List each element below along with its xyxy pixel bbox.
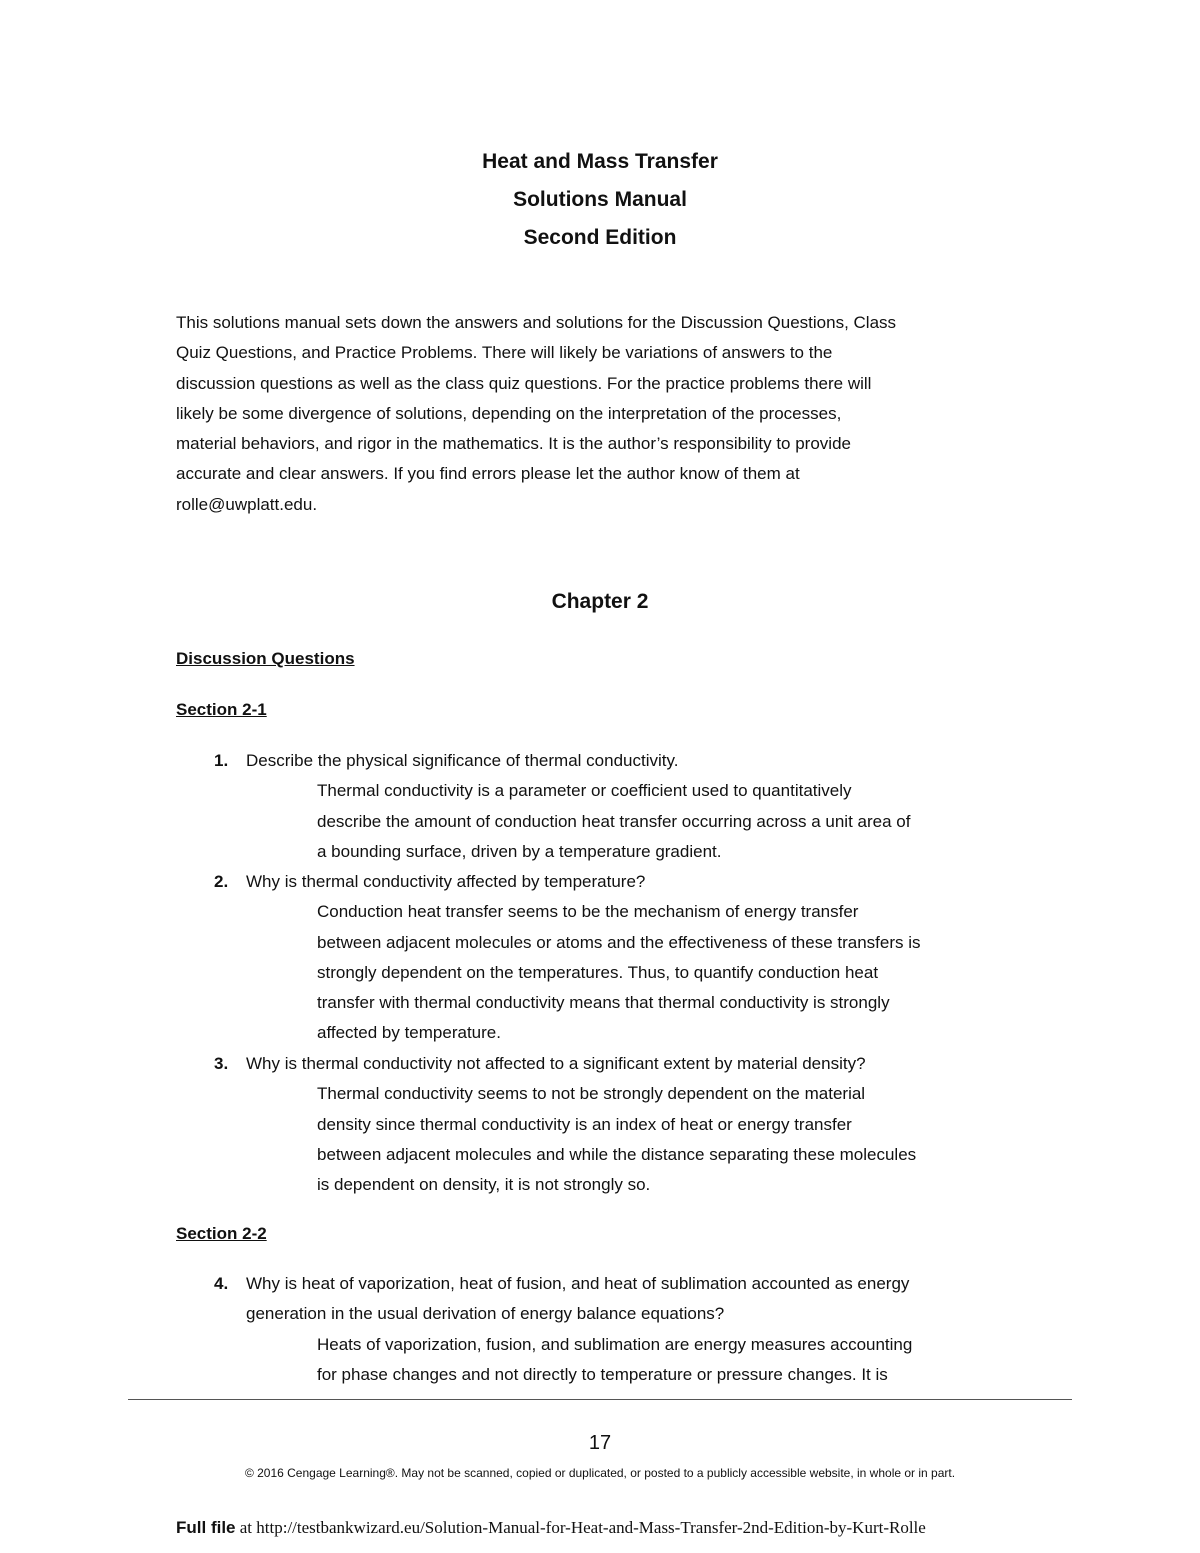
question-item [176,1049,1056,1200]
full-file-label: Full file [176,1518,236,1537]
question-item [176,1269,1056,1390]
section-heading-2-1: Section 2-1 [176,700,267,719]
question-text: Why is heat of vaporization, heat of fusion, and heat of sublimation accounted as energy [246,1274,910,1293]
chapter-title: Chapter 2 [551,590,649,613]
intro-line: discussion questions as well as the class quiz questions. For the practice problems there will [176,373,872,393]
answer-line: a bounding surface, driven by a temperature gradient. [317,841,722,861]
full-file-url: at http://testbankwizard.eu/Solution-Manual-for-Heat-and-Mass-Transfer-2nd-Edition-by-Kurt-Rolle [235,1518,926,1537]
question-text: generation in the usual derivation of energy balance equations? [246,1304,725,1324]
question-item [176,867,1056,1049]
intro-paragraph [176,308,1036,520]
section-heading-2-2: Section 2-2 [176,1224,267,1243]
intro-line: This solutions manual sets down the answers and solutions for the Discussion Questions, Class [176,313,897,332]
book-subtitle: Solutions Manual [513,188,687,211]
intro-line: material behaviors, and rigor in the mathematics. It is the author’s responsibility to provide [176,434,851,454]
question-text: Describe the physical significance of thermal conductivity. [246,751,679,770]
full-file-link[interactable] [176,1518,926,1538]
answer-line: Thermal conductivity is a parameter or coefficient used to quantitatively [317,781,852,801]
answer-line: strongly dependent on the temperatures. Thus, to quantify conduction heat [317,962,879,982]
intro-line: likely be some divergence of solutions, depending on the interpretation of the processes, [176,403,842,423]
answer-line: Heats of vaporization, fusion, and sublimation are energy measures accounting [317,1334,913,1354]
question-number: 3. [214,1054,229,1073]
intro-line: Quiz Questions, and Practice Problems. There will likely be variations of answers to the [176,343,833,363]
question-text: Why is thermal conductivity affected by temperature? [246,872,646,891]
answer-line: between adjacent molecules and while the distance separating these molecules [317,1144,917,1164]
page-number: 17 [588,1432,612,1454]
footer-divider [128,1399,1072,1400]
answer-line: affected by temperature. [317,1023,501,1043]
question-item [176,746,1056,867]
answer-line: Thermal conductivity seems to not be strongly dependent on the material [317,1084,866,1104]
question-number: 1. [214,751,229,770]
title-block [0,143,1200,257]
answer-line: for phase changes and not directly to temperature or pressure changes. It is [317,1364,888,1384]
intro-line: rolle@uwplatt.edu. [176,494,318,514]
book-title: Heat and Mass Transfer [482,150,718,173]
answer-line: transfer with thermal conductivity means that thermal conductivity is strongly [317,993,890,1013]
answer-line: density since thermal conductivity is an index of heat or energy transfer [317,1114,852,1134]
discussion-questions-heading: Discussion Questions [176,649,355,668]
answer-line: describe the amount of conduction heat transfer occurring across a unit area of [317,811,911,831]
answer-line: is dependent on density, it is not strongly so. [317,1175,651,1195]
question-number: 2. [214,872,229,891]
question-text: Why is thermal conductivity not affected to a significant extent by material density? [246,1054,866,1073]
copyright-notice: © 2016 Cengage Learning®. May not be scanned, copied or duplicated, or posted to a publicly accessible website, in whole or in part. [244,1466,956,1480]
answer-line: Conduction heat transfer seems to be the mechanism of energy transfer [317,902,859,922]
intro-line: accurate and clear answers. If you find errors please let the author know of them at [176,464,800,484]
book-edition: Second Edition [523,226,677,249]
answer-line: between adjacent molecules or atoms and the effectiveness of these transfers is [317,932,921,952]
question-number: 4. [214,1274,229,1293]
